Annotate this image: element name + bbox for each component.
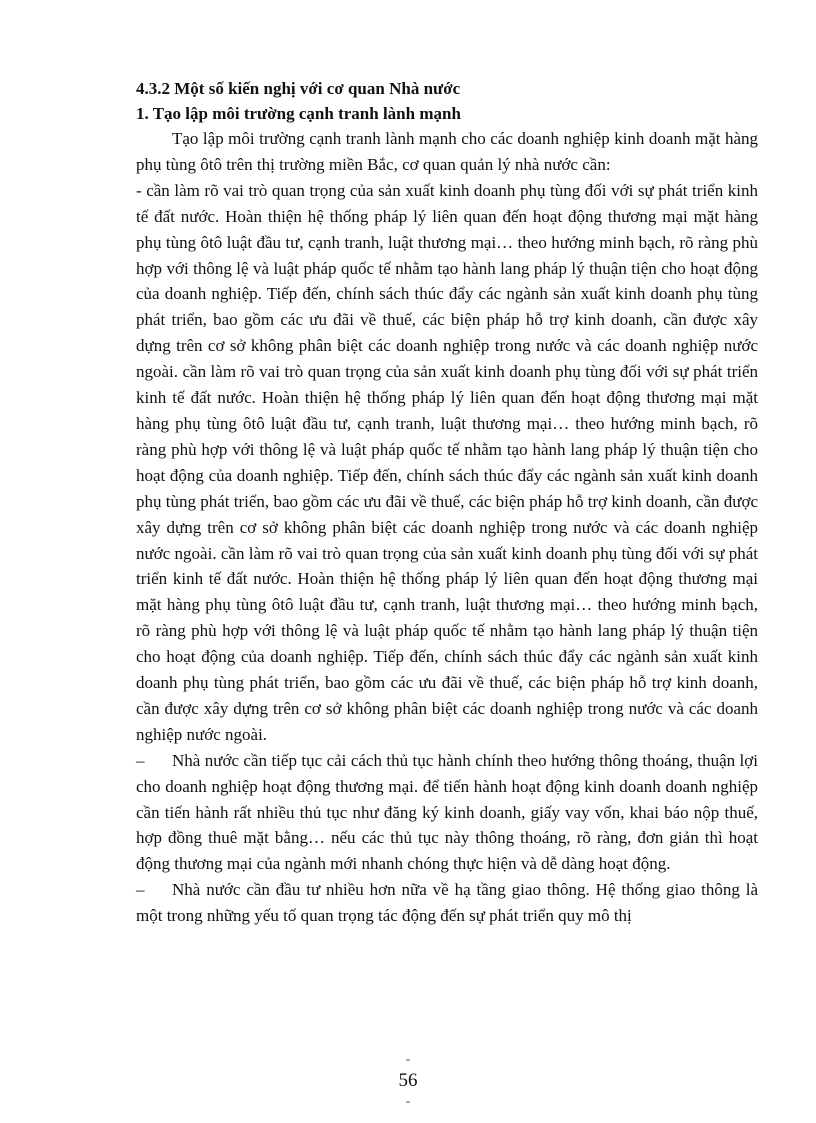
page-number: 56 <box>398 1070 418 1091</box>
paragraph-admin-reform <box>136 748 758 878</box>
list-dash: – <box>136 750 145 770</box>
list-dash: – <box>136 880 145 900</box>
footer-dash-bottom: - <box>406 1094 410 1108</box>
paragraph-legal-framework: - cần làm rõ vai trò quan trọng của sản xuất kinh doanh phụ tùng đối với sự phát triển kinh tế đất nước. Hoàn thiện hệ thống pháp lý liên quan đến hoạt động thương mại mặt hàng phụ tùng ôtô luật đầu tư, cạnh tranh, luật thương mại… theo hướng minh bạch, rõ ràng phù hợp với thông lệ và luật pháp quốc tế nhằm tạo hành lang pháp lý thuận tiện cho hoạt động của doanh nghiệp. Tiếp đến, chính sách thúc đẩy các ngành sản xuất kinh doanh phụ tùng phát triển, bao gồm các ưu đãi về thuế, các biện pháp hỗ trợ kinh doanh, cần được xây dựng trên cơ sở không phân biệt các doanh nghiệp trong nước và các doanh nghiệp nước ngoài. cần làm rõ vai trò quan trọng của sản xuất kinh doanh phụ tùng đối với sự phát triển kinh tế đất nước. Hoàn thiện hệ thống pháp lý liên quan đến hoạt động thương mại mặt hàng phụ tùng ôtô luật đầu tư, cạnh tranh, luật thương mại… theo hướng minh bạch, rõ ràng phù hợp với thông lệ và luật pháp quốc tế nhằm tạo hành lang pháp lý thuận tiện cho hoạt động của doanh nghiệp. Tiếp đến, chính sách thúc đẩy các ngành sản xuất kinh doanh phụ tùng phát triển, bao gồm các ưu đãi về thuế, các biện pháp hỗ trợ kinh doanh, cần được xây dựng trên cơ sở không phân biệt các doanh nghiệp trong nước và các doanh nghiệp nước ngoài. cần làm rõ vai trò quan trọng của sản xuất kinh doanh phụ tùng đối với sự phát triển kinh tế đất nước. Hoàn thiện hệ thống pháp lý liên quan đến hoạt động thương mại mặt hàng phụ tùng ôtô luật đầu tư, cạnh tranh, luật thương mại… theo hướng minh bạch, rõ ràng phù hợp với thông lệ và luật pháp quốc tế nhằm tạo hành lang pháp lý thuận tiện cho hoạt động của doanh nghiệp. Tiếp đến, chính sách thúc đẩy các ngành sản xuất kinh doanh phụ tùng phát triển, bao gồm các ưu đãi về thuế, các biện pháp hỗ trợ kinh doanh, cần được xây dựng trên cơ sở không phân biệt các doanh nghiệp trong nước và các doanh nghiệp nước ngoài. <box>136 180 758 744</box>
paragraph-admin-reform-text: Nhà nước cần tiếp tục cải cách thủ tục hành chính theo hướng thông thoáng, thuận lợi cho doanh nghiệp hoạt động thương mại. để tiến hành hoạt động kinh doanh doanh nghiệp cần tiến hành rất nhiều thủ tục như đăng ký kinh doanh, giấy vay vốn, khai báo nộp thuế, hợp đồng thuê mặt bằng… nếu các thủ tục này thông thoáng, rõ ràng, đơn giản thì hoạt động thương mại của ngành mới nhanh chóng thực hiện và dễ dàng hoạt động. <box>136 750 758 874</box>
section-heading: 4.3.2 Một số kiến nghị với cơ quan Nhà nước <box>136 79 461 98</box>
paragraph-infrastructure-text: Nhà nước cần đầu tư nhiều hơn nữa về hạ tầng giao thông. Hệ thống giao thông là một trong những yếu tố quan trọng tác động đến sự phát triển quy mô thị <box>136 880 758 926</box>
subheading: 1. Tạo lập môi trường cạnh tranh lành mạnh <box>136 104 461 123</box>
paragraph-infrastructure <box>136 877 758 929</box>
footer-dash-top: - <box>406 1052 410 1066</box>
page-content <box>136 76 758 929</box>
paragraph-intro: Tạo lập môi trường cạnh tranh lành mạnh cho các doanh nghiệp kinh doanh mặt hàng phụ tùng ôtô trên thị trường miền Bắc, cơ quan quản lý nhà nước cần: <box>136 129 758 174</box>
